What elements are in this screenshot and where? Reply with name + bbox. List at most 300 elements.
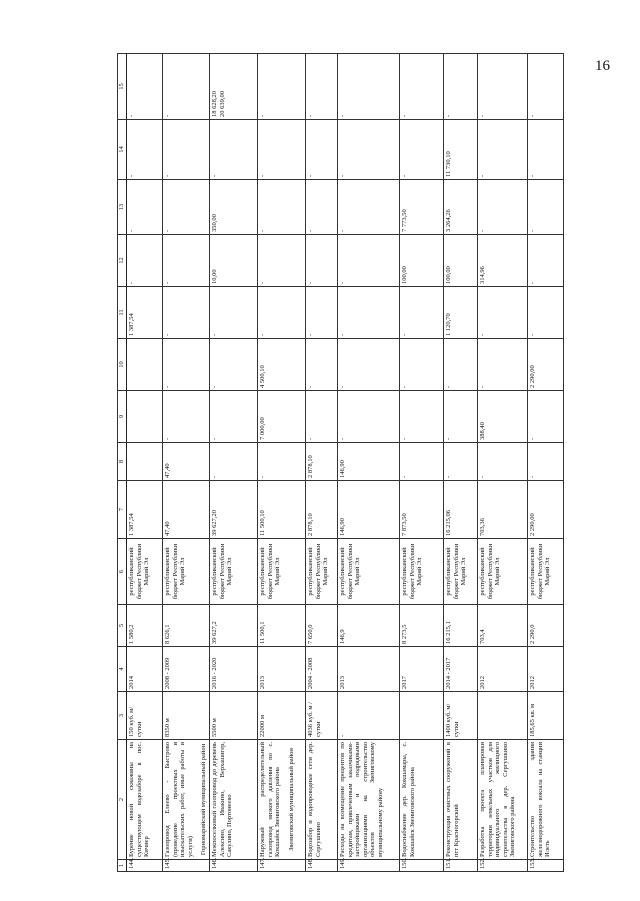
cell-text: 388,40 [478,422,486,440]
table-cell-y2011 [209,287,257,339]
cell-text: - [400,475,408,478]
table-cell-val5 [443,605,477,647]
table-cell-y2009 [209,391,257,443]
cell-text: Водоснабжение дер. Кокшамары, с. Кокшайск Звениговского района [400,742,416,857]
table-cell-y2015 [305,54,337,120]
cell-text: Наружный распределительный газопровод низкого давления по с. Кокшайск Звениговского района [258,742,282,857]
cell-text: 147. [258,857,266,869]
rotated-table-container [117,54,623,872]
cell-text: - [478,174,486,177]
table-cell-source [443,539,477,605]
table-cell-y2012 [443,235,477,287]
table-cell-period [337,647,399,692]
table-cell-source [337,539,399,605]
cell-text: - [338,437,346,440]
cell-text: 2016 - 2020 [210,657,218,689]
cell-text: - [164,437,171,440]
cell-text: - [128,229,135,232]
table-cell-period [209,647,257,692]
cell-text: - [478,229,486,232]
cell-text: - [338,333,346,336]
table-cell-period [399,647,443,692]
cell-text: - [258,229,266,232]
table-cell-y2015 [163,54,210,120]
table-cell-period [527,647,563,692]
cell-text: - [128,174,135,177]
table-cell-y2014 [305,120,337,180]
cell-text: 2013 [338,676,346,689]
table-cell-y2014 [257,120,305,180]
cell-text: Межпоселковый газопровод до деревень Алексино, Ивакино, Верхашигер, Сакулино, Портонеево [210,742,234,857]
table-cell-no [337,857,399,872]
table-cell-source [257,539,305,605]
table-cell-y2015 [209,54,257,120]
table-cell-y2013 [209,180,257,235]
cell-text: - [164,229,171,232]
table-row [399,54,443,872]
table-cell-y2015 [127,54,163,120]
cell-text: 10,00 [210,269,218,284]
table-row [443,54,477,872]
col-header: 3 [118,692,127,740]
cell-text: - [528,333,536,336]
table-cell-source [305,539,337,605]
table-cell-val5 [337,605,399,647]
table-cell-y2009 [527,391,563,443]
cell-text: - [164,333,171,336]
table-cell-y2014 [127,120,163,180]
table-cell-y2011 [257,287,305,339]
table-cell-name [163,740,210,860]
col-header: 13 [118,180,127,235]
cell-text: - [210,385,218,388]
table-cell-period [127,647,163,692]
cell-text: 16 215,1 [444,621,452,644]
cell-text: 703,36 [478,518,486,536]
cell-text: 146,9 [338,629,346,644]
cell-text: 153. [528,857,536,869]
table-cell-y2011 [305,287,337,339]
table-cell-y2009 [337,391,399,443]
table-cell-cap [399,692,443,740]
table-cell-source [209,539,257,605]
table-cell-source [163,539,210,605]
table-cell-total [257,481,305,539]
col-header: 12 [118,235,127,287]
cell-text: республиканский бюджет Республики Марий Эл [400,543,424,600]
cell-text: - [444,114,452,117]
table-cell-y2014 [209,120,257,180]
cell-text: 16 215,06 [444,510,452,536]
cell-text: 146. [210,857,218,869]
cell-text: - [478,385,486,388]
cell-text: - [338,229,346,232]
table-cell-no [257,857,305,872]
cell-text: - [400,114,408,117]
table-cell-y2015 [443,54,477,120]
table-cell-y2011 [477,287,527,339]
header-row [118,54,127,872]
cell-text: - [338,734,346,737]
cell-text: республиканский бюджет Республики Марий Эл [338,543,362,600]
table-cell-val5 [399,605,443,647]
table-cell-total [477,481,527,539]
table-cell-y2013 [527,180,563,235]
table-cell-y2010 [337,339,399,391]
cell-text: - [400,174,408,177]
table-cell-y2008 [163,443,210,481]
cell-text: - [306,333,314,336]
cell-text: республиканский бюджет Республики Марий Эл [128,543,151,600]
table-cell-y2012 [127,235,163,287]
cell-text: Расходы на возмещение процентов по кредитам, привлеченным заказчиками-застройщиками и подрядными организациями на строительство объектов Звениговскому муниципальному району [338,742,384,857]
table-body [127,54,564,872]
cell-text: - [528,174,536,177]
table-cell-period [443,647,477,692]
cell-text: - [306,437,314,440]
cell-text: - [164,385,171,388]
cell-text: 152. [478,857,486,869]
table-cell-total [163,481,210,539]
cell-text: 185,65 кв. м [528,703,536,737]
cell-text: 7 650,0 [306,624,314,644]
cell-text: 2004 - 2008 [306,657,314,689]
cell-text: - [258,475,266,478]
district-subheading: Горномарийский муниципальный район [200,743,208,856]
cell-text: - [338,385,346,388]
table-cell-y2010 [305,339,337,391]
table-cell-name [209,740,257,860]
table-cell-cap [127,692,163,740]
table-cell-y2013 [477,180,527,235]
cell-text: республиканский бюджет Республики Марий Эл [164,543,187,600]
col-header: 7 [118,481,127,539]
cell-text: 8350 м [164,718,171,737]
table-cell-cap [527,692,563,740]
cell-text: 5500 м [210,718,218,737]
table-cell-y2012 [305,235,337,287]
cell-text: 144. [128,857,135,869]
col-header: 15 [118,54,127,120]
cell-text: 151. [444,857,452,869]
table-cell-y2012 [163,235,210,287]
table-cell-y2014 [443,120,477,180]
table-cell-total [399,481,443,539]
table-cell-total [305,481,337,539]
cell-text: 4036 куб. м / сутки [306,702,322,737]
table-cell-no [399,857,443,872]
cell-text: - [528,114,536,117]
cell-text: 11 730,10 [444,151,452,177]
table-cell-val5 [477,605,527,647]
cell-text: - [528,281,536,284]
table-cell-y2008 [527,443,563,481]
table-cell-y2010 [127,339,163,391]
table-cell-cap [209,692,257,740]
cell-text: 314,96 [478,266,486,284]
cell-text: - [306,114,314,117]
cell-text: - [210,333,218,336]
table-cell-total [127,481,163,539]
cell-text: 39 627,20 [210,510,218,536]
table-row [305,54,337,872]
cell-text: 2008 - 2009 [164,657,171,689]
cell-text: - [400,385,408,388]
table-cell-name [527,740,563,860]
table-cell-y2013 [443,180,477,235]
table-cell-y2012 [337,235,399,287]
table-cell-y2010 [477,339,527,391]
cell-text: республиканский бюджет Республики Марий Эл [210,543,234,600]
col-header: 9 [118,391,127,443]
table-cell-y2010 [209,339,257,391]
table-cell-val5 [527,605,563,647]
table-cell-y2009 [257,391,305,443]
cell-text: 2012 [478,676,486,689]
cell-text: 1 387,54 [128,313,135,336]
col-header: 8 [118,443,127,481]
cell-text: 148. [306,857,314,869]
table-cell-y2014 [399,120,443,180]
table-cell-cap [305,692,337,740]
cell-text: - [128,281,135,284]
cell-text: - [400,333,408,336]
cell-text: - [478,475,486,478]
table-cell-y2012 [477,235,527,287]
cell-text: 146,90 [338,460,346,478]
table-row [163,54,210,872]
cell-text: - [306,174,314,177]
cell-text: - [164,174,171,177]
table-cell-y2009 [305,391,337,443]
cell-text: - [306,281,314,284]
table-cell-y2011 [163,287,210,339]
table-cell-no [527,857,563,872]
table-cell-y2009 [477,391,527,443]
district-subheading: Звениговский муниципальный район [287,748,295,851]
table-cell-val5 [127,605,163,647]
cell-text: республиканский бюджет Республики Марий Эл [444,543,468,600]
table-cell-y2009 [127,391,163,443]
cell-text: 7 000,00 [258,417,266,440]
table-cell-y2008 [337,443,399,481]
table-cell-y2011 [527,287,563,339]
table-cell-y2008 [305,443,337,481]
cell-text: - [444,437,452,440]
table-cell-y2013 [305,180,337,235]
cell-text: - [338,174,346,177]
col-header: 11 [118,287,127,339]
program-table [117,53,564,872]
cell-text: 8 626,1 [164,624,171,644]
cell-text: - [528,475,536,478]
cell-text: Водозабор и водопроводные сети дер. Сергушкино [306,742,322,857]
cell-text: - [444,475,452,478]
table-cell-no [127,857,163,872]
cell-text: 1 387,54 [128,513,135,536]
table-cell-y2013 [337,180,399,235]
cell-text: - [210,174,218,177]
cell-text: - [338,281,346,284]
cell-text: - [210,437,218,440]
cell-text: 100,00 [444,266,452,284]
table-row [257,54,305,872]
cell-text: - [528,229,536,232]
cell-text: 2 878,10 [306,455,314,478]
table-cell-y2011 [337,287,399,339]
cell-text: Разработка проекта планировки территории земельных участков для индивидуального жилищного строительства в дер. Сергушкино Звениговского района [478,742,517,857]
table-cell-val5 [209,605,257,647]
table-cell-y2015 [399,54,443,120]
table-cell-y2009 [163,391,210,443]
col-header: 2 [118,740,127,860]
cell-text: 703,4 [478,629,486,644]
table-cell-y2015 [257,54,305,120]
table-cell-y2012 [209,235,257,287]
cell-text: 47,40 [164,521,171,536]
cell-text: 8 273,5 [400,624,408,644]
cell-text: Реконструкция очистных сооружений в пгт Красногорский [444,742,460,857]
table-cell-y2014 [527,120,563,180]
cell-text: - [478,114,486,117]
table-cell-source [399,539,443,605]
cell-text: республиканский бюджет Республики Марий Эл [478,543,502,600]
table-cell-cap [477,692,527,740]
table-cell-y2011 [443,287,477,339]
table-cell-name [443,740,477,860]
cell-text: 149. [338,857,346,869]
table-cell-val5 [163,605,210,647]
cell-text: 2 878,10 [306,513,314,536]
table-cell-y2010 [257,339,305,391]
cell-text: - [258,333,266,336]
col-header: 1 [118,860,127,872]
table-cell-total [337,481,399,539]
cell-text: 11 500,10 [258,510,266,536]
table-cell-val5 [305,605,337,647]
table-cell-cap [257,692,305,740]
cell-text: - [164,281,171,284]
table-cell-period [163,647,210,692]
table-cell-y2008 [399,443,443,481]
table-cell-y2008 [209,443,257,481]
cell-text: 7 873,50 [400,513,408,536]
table-cell-source [477,539,527,605]
cell-text: 1 120,70 [444,313,452,336]
cell-text: - [338,114,346,117]
cell-text: 150 куб. м/сутки [128,706,143,737]
table-row [527,54,563,872]
table-cell-name [337,740,399,860]
cell-text: 2 290,00 [528,513,536,536]
table-cell-source [527,539,563,605]
cell-text: 11 500,1 [258,621,266,644]
table-cell-y2012 [527,235,563,287]
cell-text: - [400,437,408,440]
cell-text: - [444,385,452,388]
col-header: 10 [118,339,127,391]
cell-text: республиканский бюджет Республики Марий Эл [528,543,552,600]
table-cell-total [443,481,477,539]
cell-text: - [128,114,135,117]
table-cell-cap [443,692,477,740]
extra-value: 20 639,00 [218,91,226,117]
table-cell-cap [163,692,210,740]
cell-text: - [306,385,314,388]
cell-text: Бурение новой скважины на существующем водозаборе в пос. Кичиер [128,742,151,857]
table-cell-y2010 [163,339,210,391]
cell-text: 2 290,0 [528,624,536,644]
table-cell-y2009 [399,391,443,443]
table-cell-y2014 [337,120,399,180]
table-cell-no [477,857,527,872]
cell-text: 7 773,50 [400,209,408,232]
cell-text: 2 290,00 [528,365,536,388]
table-cell-y2011 [127,287,163,339]
cell-text: - [164,114,171,117]
cell-text: 3 264,26 [444,209,452,232]
table-row [209,54,257,872]
cell-text: республиканский бюджет Республики Марий Эл [306,543,330,600]
table-cell-y2009 [443,391,477,443]
cell-text: 22000 м [258,715,266,737]
cell-text: 2017 [400,676,408,689]
page-number: 16 [595,58,610,74]
table-cell-source [127,539,163,605]
table-cell-y2015 [477,54,527,120]
table-row [127,54,163,872]
table-cell-name [127,740,163,860]
cell-text: 145. [164,857,171,869]
table-cell-y2013 [257,180,305,235]
table-cell-y2010 [399,339,443,391]
table-cell-name [257,740,305,860]
table-cell-period [477,647,527,692]
table-cell-y2013 [163,180,210,235]
cell-text: 350,00 [210,214,218,232]
col-header: 6 [118,539,127,605]
cell-text: - [306,229,314,232]
table-cell-name [305,740,337,860]
cell-text: - [258,114,266,117]
table-cell-y2013 [127,180,163,235]
table-cell-total [527,481,563,539]
table-cell-no [209,857,257,872]
table-cell-y2008 [257,443,305,481]
cell-text: 2013 [258,676,266,689]
table-cell-period [305,647,337,692]
table-cell-name [477,740,527,860]
cell-text: 18 628,20 [210,91,218,117]
cell-text: - [258,174,266,177]
table-cell-y2011 [399,287,443,339]
table-cell-y2015 [527,54,563,120]
col-header: 4 [118,647,127,692]
table-cell-val5 [257,605,305,647]
cell-text: 2012 [528,676,536,689]
cell-text: 1400 куб. м/сутки [444,703,460,737]
table-cell-y2014 [477,120,527,180]
cell-text: 100,00 [400,266,408,284]
table-row [337,54,399,872]
table-cell-y2010 [527,339,563,391]
table-cell-y2008 [477,443,527,481]
col-header: 5 [118,605,127,647]
cell-text: Строительство здания железнодорожного вокзала на станции Илеть [528,742,552,857]
table-cell-name [399,740,443,860]
table-cell-cap [337,692,399,740]
col-header: 14 [118,120,127,180]
